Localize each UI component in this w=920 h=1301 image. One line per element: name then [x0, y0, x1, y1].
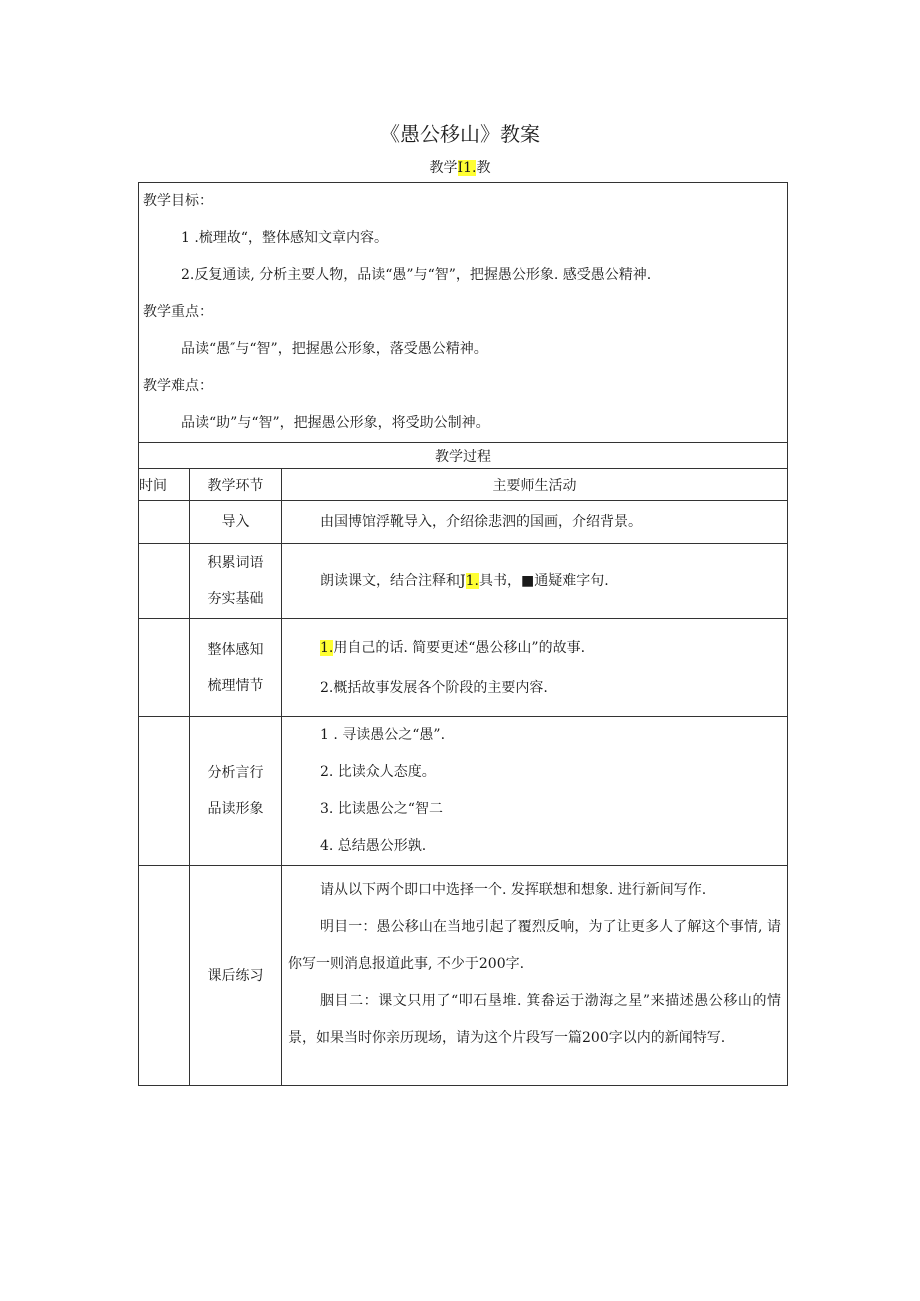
stage-label: 品读形象 — [207, 801, 264, 817]
difficulty-label: 教学难点： — [143, 378, 213, 394]
activity-text: 由国博馆浮靴导入，介绍徐悲泗的国画，介绍背景。 — [320, 514, 642, 530]
objective-label: 教学目标： — [143, 193, 213, 209]
subtitle-highlight: I1. — [457, 160, 477, 176]
activity-text: 3. 比读愚公之“智二 — [320, 801, 443, 817]
col-stage: 教学环节 — [190, 469, 282, 501]
stage-label: 导入 — [221, 514, 250, 530]
activity-text — [320, 561, 787, 601]
column-header-row — [139, 469, 788, 501]
activity-highlight: 1. — [465, 573, 479, 589]
stage-label: 梳理情节 — [207, 677, 264, 694]
goals-row — [139, 183, 788, 443]
activity-suffix: 具书，■通疑难字句. — [478, 573, 609, 589]
subtitle-prefix: 教学 — [429, 160, 458, 176]
process-header: 教学过程 — [139, 443, 788, 469]
table-row — [139, 501, 788, 544]
stage-label: 分析言行 — [207, 765, 264, 781]
activity-cell — [282, 501, 788, 544]
activity-text: 胭目二：课文只用了“叩石垦堆. 箕畚运于渤海之星”来描述愚公移山的情景，如果当时你亲历现场，请为这个片段写一篇200字以内的新闻特写. — [288, 993, 782, 1046]
activity-first: 用自己的话. 简要更述“愚公移山”的故事. — [333, 639, 586, 656]
key-label: 教学重点： — [143, 304, 213, 320]
stage-cell — [190, 544, 282, 619]
activity-text: 1 . 寻读愚公之“愚”. — [320, 727, 446, 743]
col-time: 时间 — [139, 469, 190, 501]
activity-text: 明目一：愚公移山在当地引起了覆烈反响，为了让更多人了解这个事情, 请你写一则消息报道此事, 不少于200字. — [288, 919, 782, 972]
document-title: 《愚公移山》教案 — [380, 122, 540, 146]
activity-text: 4. 总结愚公形孰. — [320, 838, 427, 854]
stage-label: 夯实基础 — [207, 591, 264, 607]
stage-cell — [190, 717, 282, 866]
subtitle-suffix: 教 — [476, 160, 491, 176]
time-cell — [139, 501, 190, 544]
key-point: 品读“愚″与“智”，把握愚公形象，落受愚公精神。 — [181, 341, 488, 357]
activity-prefix: 朗读课文，结合注释和J — [320, 573, 466, 589]
table-row — [139, 866, 788, 1086]
col-activity: 主要师生活动 — [282, 469, 788, 501]
activity-text: 请从以下两个即口中选择一个. 发挥联想和想象. 进行新间写作. — [320, 882, 707, 898]
table-row — [139, 544, 788, 619]
activity-text: 2. 比读众人态度。 — [320, 764, 436, 780]
time-cell — [139, 717, 190, 866]
activity-text: 2.概括故事发展各个阶段的主要内容. — [320, 679, 548, 696]
objective-2: 2.反复通读, 分析主要人物，品读“愚”与“智”，把握愚公形象. 感受愚公精神. — [181, 267, 652, 283]
table-row — [139, 717, 788, 866]
activity-cell — [282, 619, 788, 717]
lesson-plan-table — [138, 182, 788, 1086]
difficulty-point: 品读“助”与“智”，把握愚公形象，将受助公制神。 — [181, 415, 490, 431]
time-cell — [139, 866, 190, 1086]
stage-cell — [190, 501, 282, 544]
activity-cell — [282, 544, 788, 619]
time-cell — [139, 619, 190, 717]
objective-1: 1 .梳理故“，整体感知文章内容。 — [181, 230, 388, 246]
stage-label: 整体感知 — [207, 641, 264, 658]
activity-cell — [282, 717, 788, 866]
activity-highlight: 1. — [320, 639, 334, 656]
activity-text — [320, 628, 787, 668]
time-cell — [139, 544, 190, 619]
stage-label: 课后练习 — [207, 967, 264, 984]
stage-cell — [190, 866, 282, 1086]
goals-cell — [139, 183, 788, 443]
activity-cell — [282, 866, 788, 1086]
stage-cell — [190, 619, 282, 717]
stage-label: 积累词语 — [207, 555, 264, 571]
document-subtitle — [0, 157, 920, 177]
process-header-row — [139, 443, 788, 469]
table-row — [139, 619, 788, 717]
